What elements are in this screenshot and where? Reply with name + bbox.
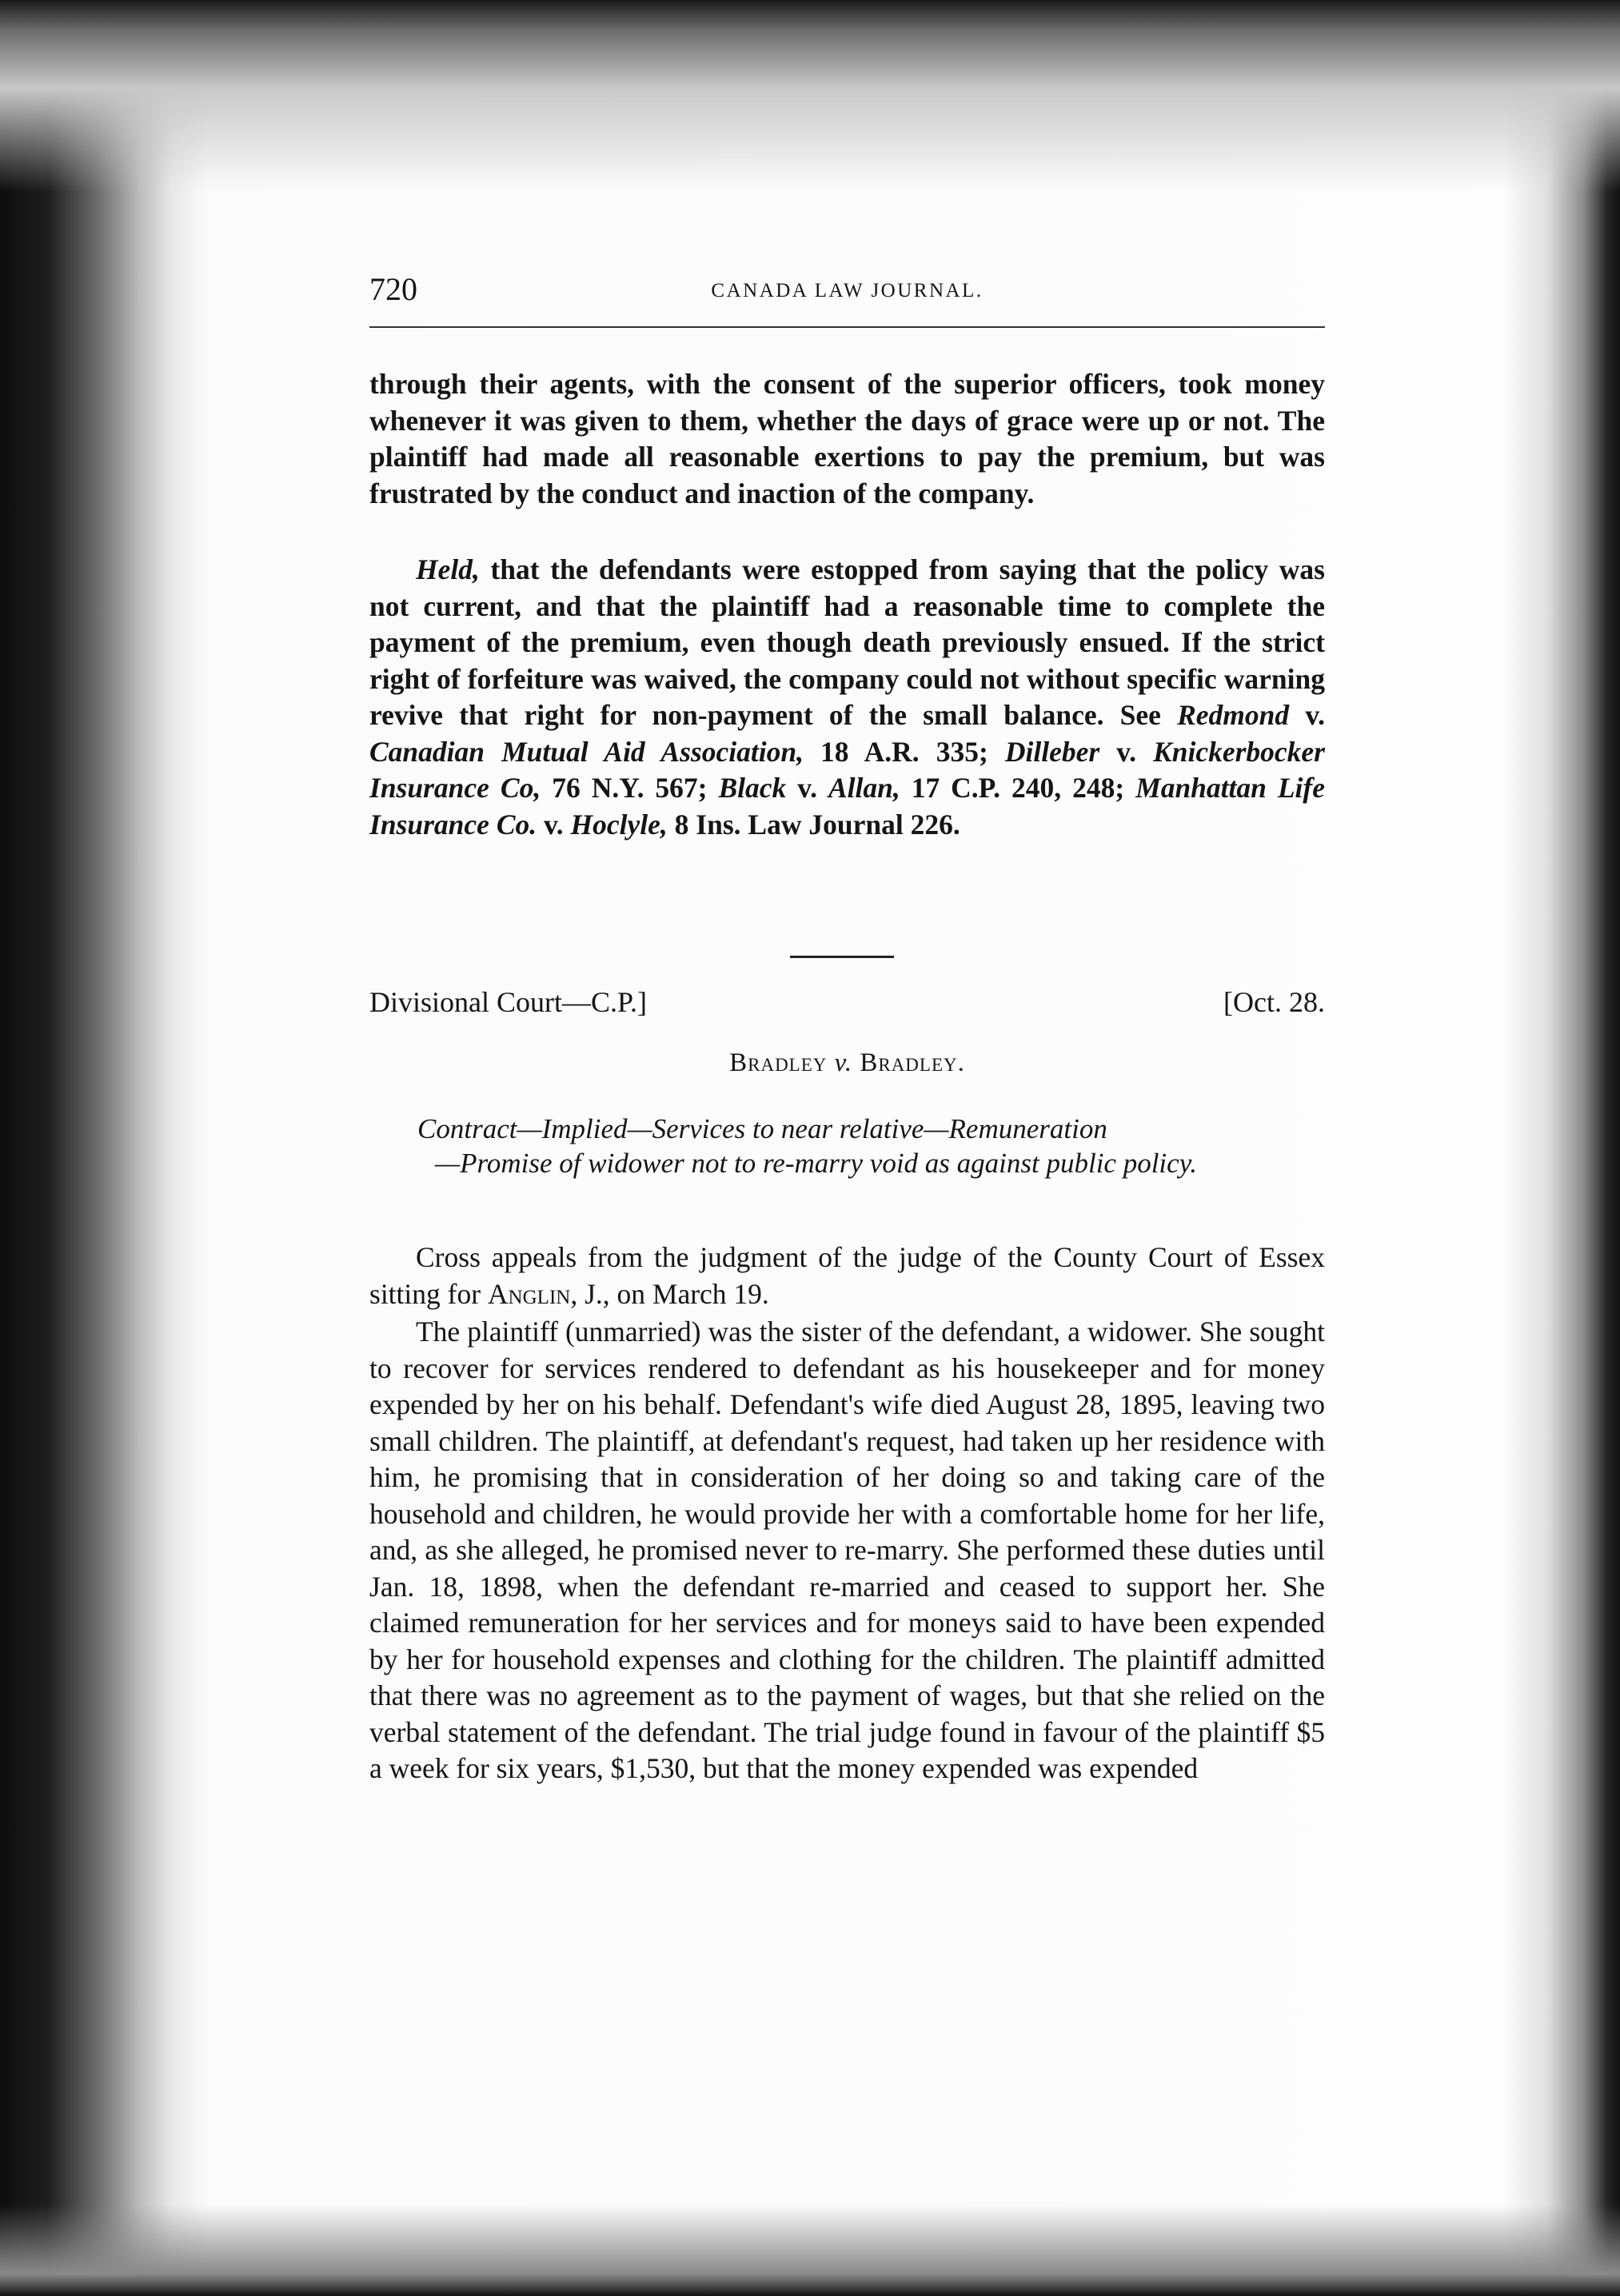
case-citation: Knickerbocker Insurance Co, — [369, 735, 1325, 804]
header-rule — [369, 326, 1325, 328]
continuation-paragraph: through their agents, with the consent of the superior officers, took money whenever it was given to them, whether the days of grace were up or not. The plaintiff had made all reasonable exertions to pay the premium, but was frustrated by the conduct and inaction of the company. — [369, 368, 1325, 509]
case-citation: Manhattan Life Insurance Co. — [369, 772, 1326, 841]
case-party-defendant: Bradley. — [860, 1048, 965, 1077]
page-header — [369, 270, 1325, 318]
held-block — [369, 552, 1325, 843]
judge-name: Anglin — [487, 1277, 571, 1310]
headnote-line-2: —Promise of widower not to re-marry void as against public policy. — [435, 1148, 1198, 1179]
held-text: that the defendants were estopped from saying that the policy was not current, and that the plaintiff had a reasonable time to complete the payment of the premium, even though death previously ensued. If the strict right of forfeiture was waived, the company could not without specific warning revive that right for non-payment of the small balance. See — [369, 553, 1325, 731]
citation-text: 76 N.Y. 567; — [541, 772, 719, 804]
case-citation: Dilleber — [1004, 735, 1100, 768]
body-paragraph-1 — [369, 1240, 1325, 1312]
citation-text: 17 C.P. 240, 248; — [900, 772, 1136, 804]
court-name: Divisional Court—C.P.] — [369, 986, 648, 1018]
citation-text: 18 A.R. 335; — [803, 735, 1005, 768]
section-separator — [790, 956, 894, 958]
body-block — [369, 1240, 1325, 1787]
versus: v. — [537, 808, 571, 841]
versus: v. — [786, 772, 828, 804]
continuation-block — [369, 366, 1325, 512]
held-label: Held, — [416, 553, 480, 585]
case-title — [369, 1048, 1325, 1078]
versus: v. — [1099, 735, 1154, 768]
body-text: , J., on March 19. — [570, 1277, 769, 1310]
case-citation: Redmond — [1177, 699, 1290, 731]
citation-text: 8 Ins. Law Journal 226. — [667, 808, 960, 841]
body-text: Cross appeals from the judgment of the judge of the County Court of Essex sitting for — [369, 1241, 1325, 1310]
headnote — [417, 1112, 1325, 1180]
versus: v. — [1289, 699, 1325, 731]
case-citation: Black — [718, 772, 787, 804]
case-versus: v. — [827, 1048, 860, 1077]
case-citation: Canadian Mutual Aid Association, — [369, 735, 804, 768]
headnote-line-1: Contract—Implied—Services to near relative—Remuneration — [417, 1113, 1107, 1144]
held-paragraph — [369, 552, 1325, 843]
body-paragraph-2: The plaintiff (unmarried) was the sister of the defendant, a widower. She sought to recover for services rendered to defendant as his housekeeper and for money expended by her on his behalf. Defendant's wife died August 28, 1895, leaving two small children. The plaintiff, at defendant's request, had taken up her residence with him, he promising that in consideration of her doing so and taking care of the household and children, he would provide her with a comfortable home for her life, and, as she alleged, he promised never to re-marry. She performed these duties until Jan. 18, 1898, when the defendant re-married and ceased to support her. She claimed remuneration for her services and for moneys said to have been expended by her for household expenses and clothing for the children. The plaintiff admitted that there was no agreement as to the payment of wages, but that she relied on the verbal statement of the defendant. The trial judge found in favour of the plaintiff $5 a week for six years, $1,530, but that the money expended was expended — [369, 1316, 1325, 1784]
case-party-plaintiff: Bradley — [729, 1048, 828, 1077]
case-date: [Oct. 28. — [1223, 986, 1325, 1018]
case-citation: Allan, — [828, 772, 900, 804]
case-citation: Hoclyle, — [570, 808, 668, 841]
running-head: CANADA LAW JOURNAL. — [711, 280, 984, 301]
page-number: 720 — [369, 271, 417, 307]
court-line — [369, 985, 1325, 1024]
